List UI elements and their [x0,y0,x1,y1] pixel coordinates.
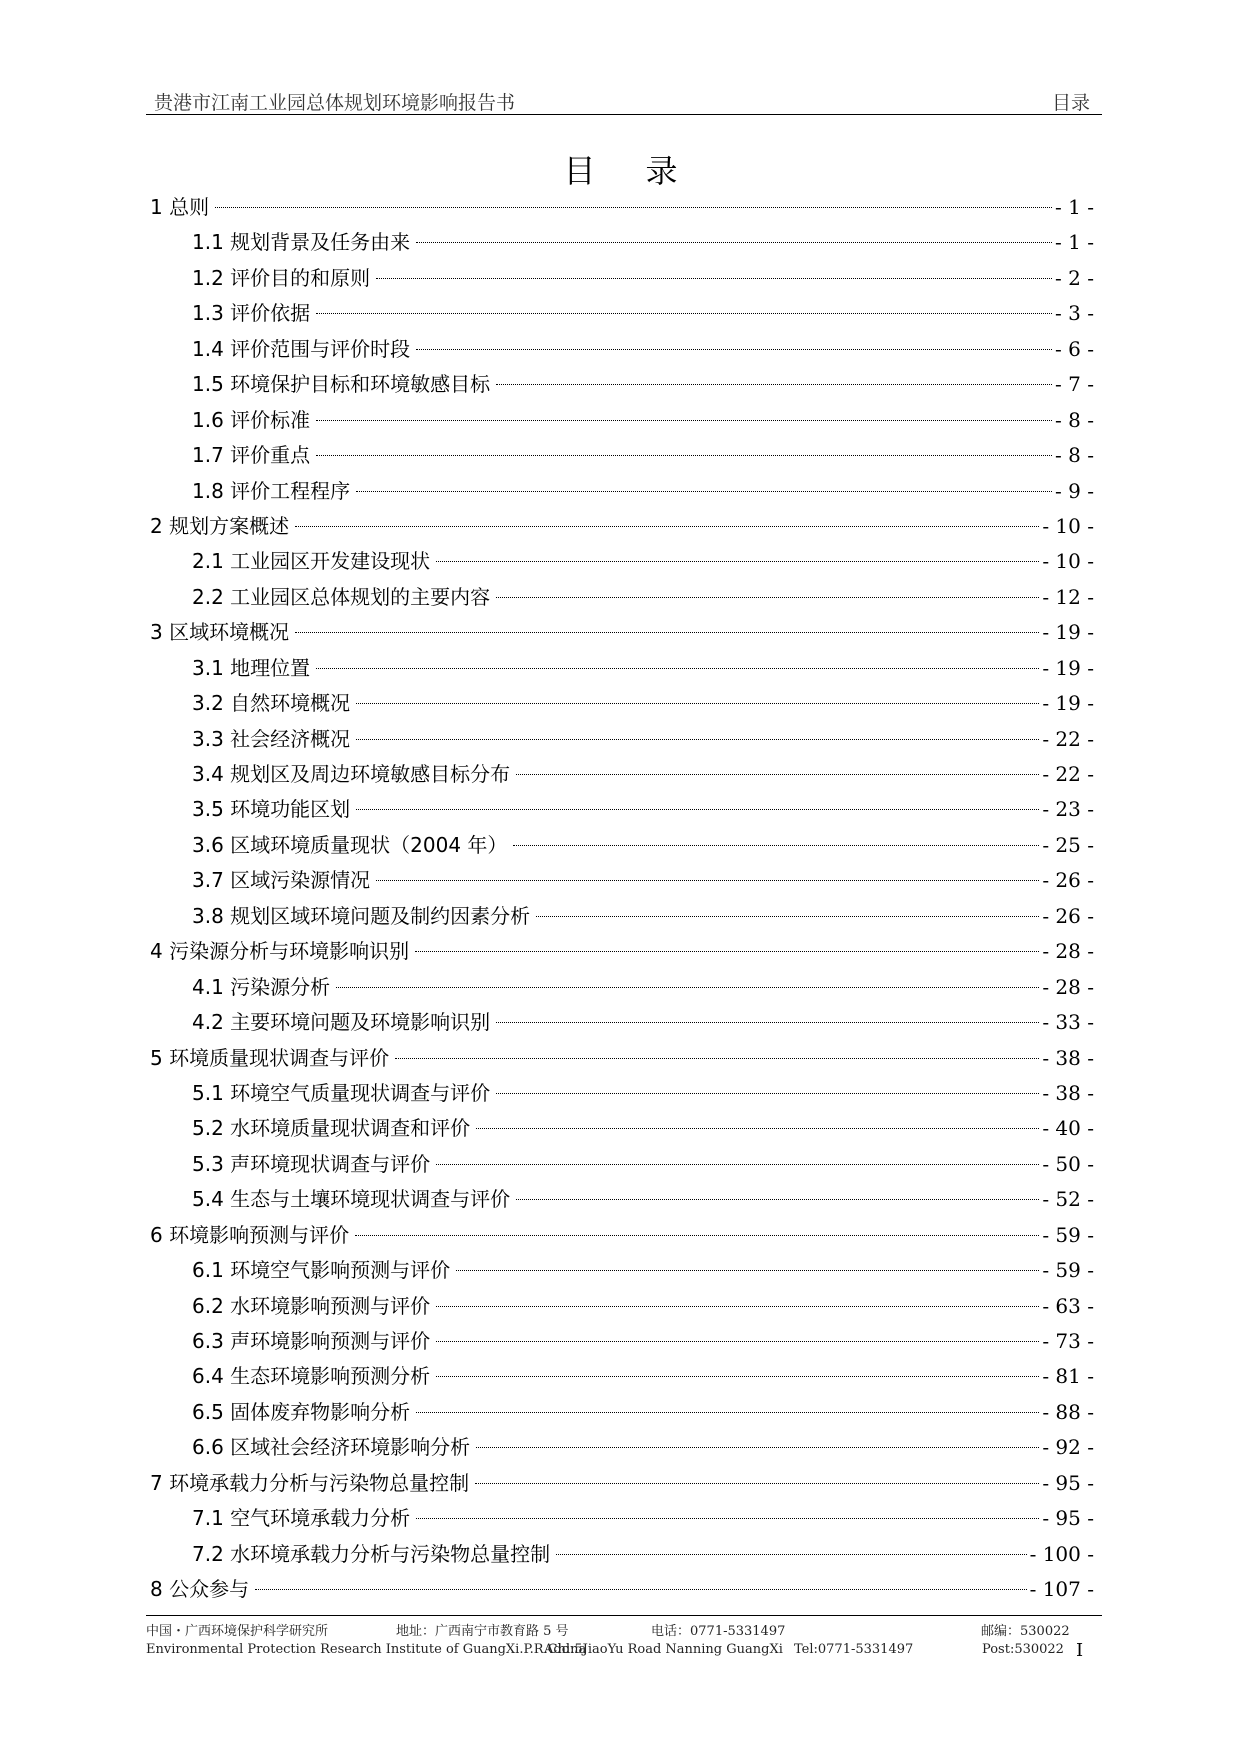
toc-leader-dots [336,987,1039,988]
toc-leader-dots [476,1447,1039,1448]
toc-entry[interactable] [150,544,1094,579]
toc-entry-page: - 22 - [1042,726,1094,751]
toc-entry[interactable] [150,509,1094,544]
toc-leader-dots [376,880,1039,881]
toc-leader-dots [355,1235,1039,1236]
toc-entry[interactable] [150,1076,1094,1111]
toc-entry-label: 1.2 评价目的和原则 [192,265,371,290]
toc-entry-page: - 6 - [1055,336,1094,361]
toc-entry-label: 5.1 环境空气质量现状调查与评价 [192,1080,491,1105]
toc-entry[interactable] [150,1147,1094,1182]
toc-leader-dots [416,1518,1039,1519]
toc-leader-dots [496,384,1052,385]
toc-entry-page: - 52 - [1042,1187,1094,1212]
footer-post-cn: 邮编：530022 [981,1624,1070,1639]
toc-entry[interactable] [150,1501,1094,1536]
toc-leader-dots [415,951,1039,952]
toc-entry-label: 6.6 区域社会经济环境影响分析 [192,1435,471,1460]
toc-leader-dots [436,1376,1039,1377]
toc-entry-label: 3.6 区域环境质量现状（2004 年） [192,832,508,857]
toc-leader-dots [416,349,1052,350]
toc-leader-dots [516,774,1039,775]
toc-entry-page: - 92 - [1042,1435,1094,1460]
toc-entry-label: 1 总则 [150,195,210,219]
toc-entry[interactable] [150,757,1094,792]
toc-leader-dots [295,632,1039,633]
toc-entry[interactable] [150,934,1094,969]
toc-leader-dots [255,1589,1027,1590]
toc-leader-dots [316,668,1039,669]
toc-entry-page: - 1 - [1055,195,1094,219]
toc-leader-dots [436,1164,1039,1165]
toc-leader-dots [536,916,1039,917]
toc-leader-dots [496,1093,1039,1094]
toc-entry-page: - 2 - [1055,265,1094,290]
toc-entry[interactable] [150,722,1094,757]
toc-entry-page: - 100 - [1029,1541,1094,1566]
toc-entry-label: 7 环境承载力分析与污染物总量控制 [150,1470,470,1495]
toc-entry-page: - 33 - [1042,1010,1094,1035]
toc-entry[interactable] [150,1182,1094,1217]
toc-leader-dots [476,1128,1039,1129]
toc-entry[interactable] [150,438,1094,473]
toc-entry-label: 2.1 工业园区开发建设现状 [192,549,431,574]
toc-leader-dots [395,1058,1039,1059]
toc-entry[interactable] [150,403,1094,438]
toc-entry-label: 6.2 水环境影响预测与评价 [192,1293,431,1318]
toc-entry[interactable] [150,474,1094,509]
footer-address-en: Add:5JiaoYu Road Nanning GuangXi [544,1642,783,1657]
toc-entry-page: - 19 - [1042,620,1094,645]
toc-entry[interactable] [150,1572,1094,1607]
toc-entry-page: - 38 - [1042,1080,1094,1105]
toc-entry[interactable] [150,1041,1094,1076]
footer-org-en: Environmental Protection Research Institute of GuangXi.P.R.China [146,1642,587,1657]
toc-leader-dots [436,561,1039,562]
toc-entry-page: - 25 - [1042,832,1094,857]
toc-entry-label: 3.7 区域污染源情况 [192,868,371,893]
toc-entry[interactable] [150,190,1094,225]
toc-entry-page: - 28 - [1042,974,1094,999]
toc-entry-label: 1.5 环境保护目标和环境敏感目标 [192,372,491,397]
toc-entry[interactable] [150,1395,1094,1430]
toc-leader-dots [356,809,1039,810]
toc-leader-dots [556,1554,1026,1555]
page-footer [146,1615,1102,1660]
toc-entry[interactable] [150,1253,1094,1288]
toc-entry-label: 3.1 地理位置 [192,655,311,680]
toc-entry[interactable] [150,332,1094,367]
toc-leader-dots [356,739,1039,740]
toc-leader-dots [436,1341,1039,1342]
toc-leader-dots [316,455,1052,456]
toc-entry-label: 3.5 环境功能区划 [192,797,351,822]
toc-leader-dots [416,1412,1039,1413]
toc-entry-page: - 8 - [1055,407,1094,432]
toc-entry-page: - 26 - [1042,868,1094,893]
toc-entry[interactable] [150,1289,1094,1324]
footer-tel-en: Tel:0771-5331497 [794,1642,914,1657]
toc-entry-label: 3.4 规划区及周边环境敏感目标分布 [192,762,511,786]
toc-entry-label: 1.8 评价工程程序 [192,478,351,503]
toc-entry-page: - 26 - [1042,903,1094,928]
header-title: 贵港市江南工业园总体规划环境影响报告书 [154,92,516,114]
toc-entry-page: - 19 - [1042,655,1094,680]
footer-post-en: Post:530022 [982,1642,1064,1657]
toc-entry[interactable] [150,1430,1094,1465]
toc-entry-label: 3.2 自然环境概况 [192,691,351,716]
toc-entry-page: - 9 - [1055,478,1094,503]
toc-entry-page: - 1 - [1055,230,1094,255]
toc-entry-label: 1.4 评价范围与评价时段 [192,336,411,361]
toc-entry-page: - 19 - [1042,691,1094,716]
toc-entry-page: - 95 - [1042,1470,1094,1495]
toc-entry-page: - 23 - [1042,797,1094,822]
footer-row-cn [146,1616,1102,1638]
toc-entry[interactable] [150,1537,1094,1572]
toc-leader-dots [416,242,1052,243]
toc-entry-label: 2 规划方案概述 [150,513,290,538]
toc-entry-page: - 12 - [1042,584,1094,609]
toc-entry-page: - 38 - [1042,1045,1094,1070]
toc-entry-label: 1.7 评价重点 [192,443,311,468]
toc-entry[interactable] [150,580,1094,615]
table-of-contents [150,190,1094,1608]
toc-entry[interactable] [150,1466,1094,1501]
toc-entry-label: 4 污染源分析与环境影响识别 [150,939,410,964]
toc-entry-page: - 59 - [1042,1222,1094,1247]
footer-address-cn: 地址：广西南宁市教育路 5 号 [396,1624,569,1639]
toc-leader-dots [496,1022,1039,1023]
toc-entry[interactable] [150,1359,1094,1394]
toc-entry-label: 1.3 评价依据 [192,301,311,326]
toc-leader-dots [475,1483,1039,1484]
toc-title: 目录 [563,152,728,190]
toc-entry-label: 8 公众参与 [150,1577,250,1602]
footer-tel-cn: 电话：0771-5331497 [651,1624,786,1639]
toc-entry[interactable] [150,1218,1094,1253]
toc-entry[interactable] [150,225,1094,260]
toc-entry-page: - 63 - [1042,1293,1094,1318]
toc-entry[interactable] [150,863,1094,898]
toc-entry-label: 7.2 水环境承载力分析与污染物总量控制 [192,1541,551,1566]
toc-entry-page: - 95 - [1042,1506,1094,1531]
toc-entry-page: - 40 - [1042,1116,1094,1141]
toc-entry[interactable] [150,970,1094,1005]
toc-entry-page: - 81 - [1042,1364,1094,1389]
toc-entry[interactable] [150,686,1094,721]
toc-leader-dots [295,526,1039,527]
toc-entry-page: - 7 - [1055,372,1094,397]
toc-entry[interactable] [150,261,1094,296]
toc-entry[interactable] [150,296,1094,331]
toc-leader-dots [316,420,1052,421]
toc-entry-label: 7.1 空气环境承载力分析 [192,1506,411,1531]
toc-entry[interactable] [150,1111,1094,1146]
toc-leader-dots [356,703,1039,704]
toc-entry[interactable] [150,828,1094,863]
footer-org-cn: 中国・广西环境保护科学研究所 [146,1624,329,1639]
toc-entry-label: 5.4 生态与土壤环境现状调查与评价 [192,1187,511,1212]
toc-leader-dots [436,1306,1039,1307]
toc-entry-label: 3.8 规划区域环境问题及制约因素分析 [192,903,531,928]
toc-entry-label: 5.3 声环境现状调查与评价 [192,1151,431,1176]
toc-entry-label: 4.2 主要环境问题及环境影响识别 [192,1010,491,1035]
toc-entry-label: 5.2 水环境质量现状调查和评价 [192,1116,471,1141]
toc-entry-label: 1.1 规划背景及任务由来 [192,230,411,255]
toc-entry-page: - 10 - [1042,513,1094,538]
toc-entry-page: - 50 - [1042,1151,1094,1176]
toc-entry-page: - 107 - [1029,1577,1094,1602]
toc-entry[interactable] [150,651,1094,686]
toc-leader-dots [513,845,1039,846]
toc-entry-label: 1.6 评价标准 [192,407,311,432]
toc-leader-dots [496,597,1039,598]
toc-entry[interactable] [150,1005,1094,1040]
toc-entry-label: 2.2 工业园区总体规划的主要内容 [192,584,491,609]
toc-entry-label: 4.1 污染源分析 [192,974,331,999]
page-number: I [1076,1640,1084,1661]
toc-leader-dots [356,491,1052,492]
toc-entry-label: 6 环境影响预测与评价 [150,1222,350,1247]
toc-leader-dots [316,313,1052,314]
toc-entry-page: - 59 - [1042,1258,1094,1283]
toc-entry-label: 5 环境质量现状调查与评价 [150,1045,390,1070]
toc-entry-label: 6.3 声环境影响预测与评价 [192,1329,431,1353]
footer-row-en [146,1638,1102,1660]
toc-entry-page: - 22 - [1042,762,1094,786]
toc-leader-dots [516,1199,1039,1200]
header-section: 目录 [1051,92,1090,114]
page-header [146,86,1102,115]
toc-entry-page: - 8 - [1055,443,1094,468]
toc-entry-label: 6.1 环境空气影响预测与评价 [192,1258,451,1283]
toc-entry-page: - 10 - [1042,549,1094,574]
toc-entry-page: - 28 - [1042,939,1094,964]
toc-leader-dots [376,278,1052,279]
toc-leader-dots [215,207,1052,208]
toc-entry-label: 6.5 固体废弃物影响分析 [192,1399,411,1424]
toc-entry[interactable] [150,615,1094,650]
toc-entry[interactable] [150,792,1094,827]
toc-entry-label: 3.3 社会经济概况 [192,726,351,751]
toc-entry-page: - 73 - [1042,1329,1094,1353]
toc-entry[interactable] [150,899,1094,934]
toc-entry-label: 6.4 生态环境影响预测分析 [192,1364,431,1389]
toc-leader-dots [456,1270,1039,1271]
toc-entry[interactable] [150,1324,1094,1359]
toc-entry-label: 3 区域环境概况 [150,620,290,645]
toc-entry-page: - 3 - [1055,301,1094,326]
toc-entry-page: - 88 - [1042,1399,1094,1424]
toc-entry[interactable] [150,367,1094,402]
